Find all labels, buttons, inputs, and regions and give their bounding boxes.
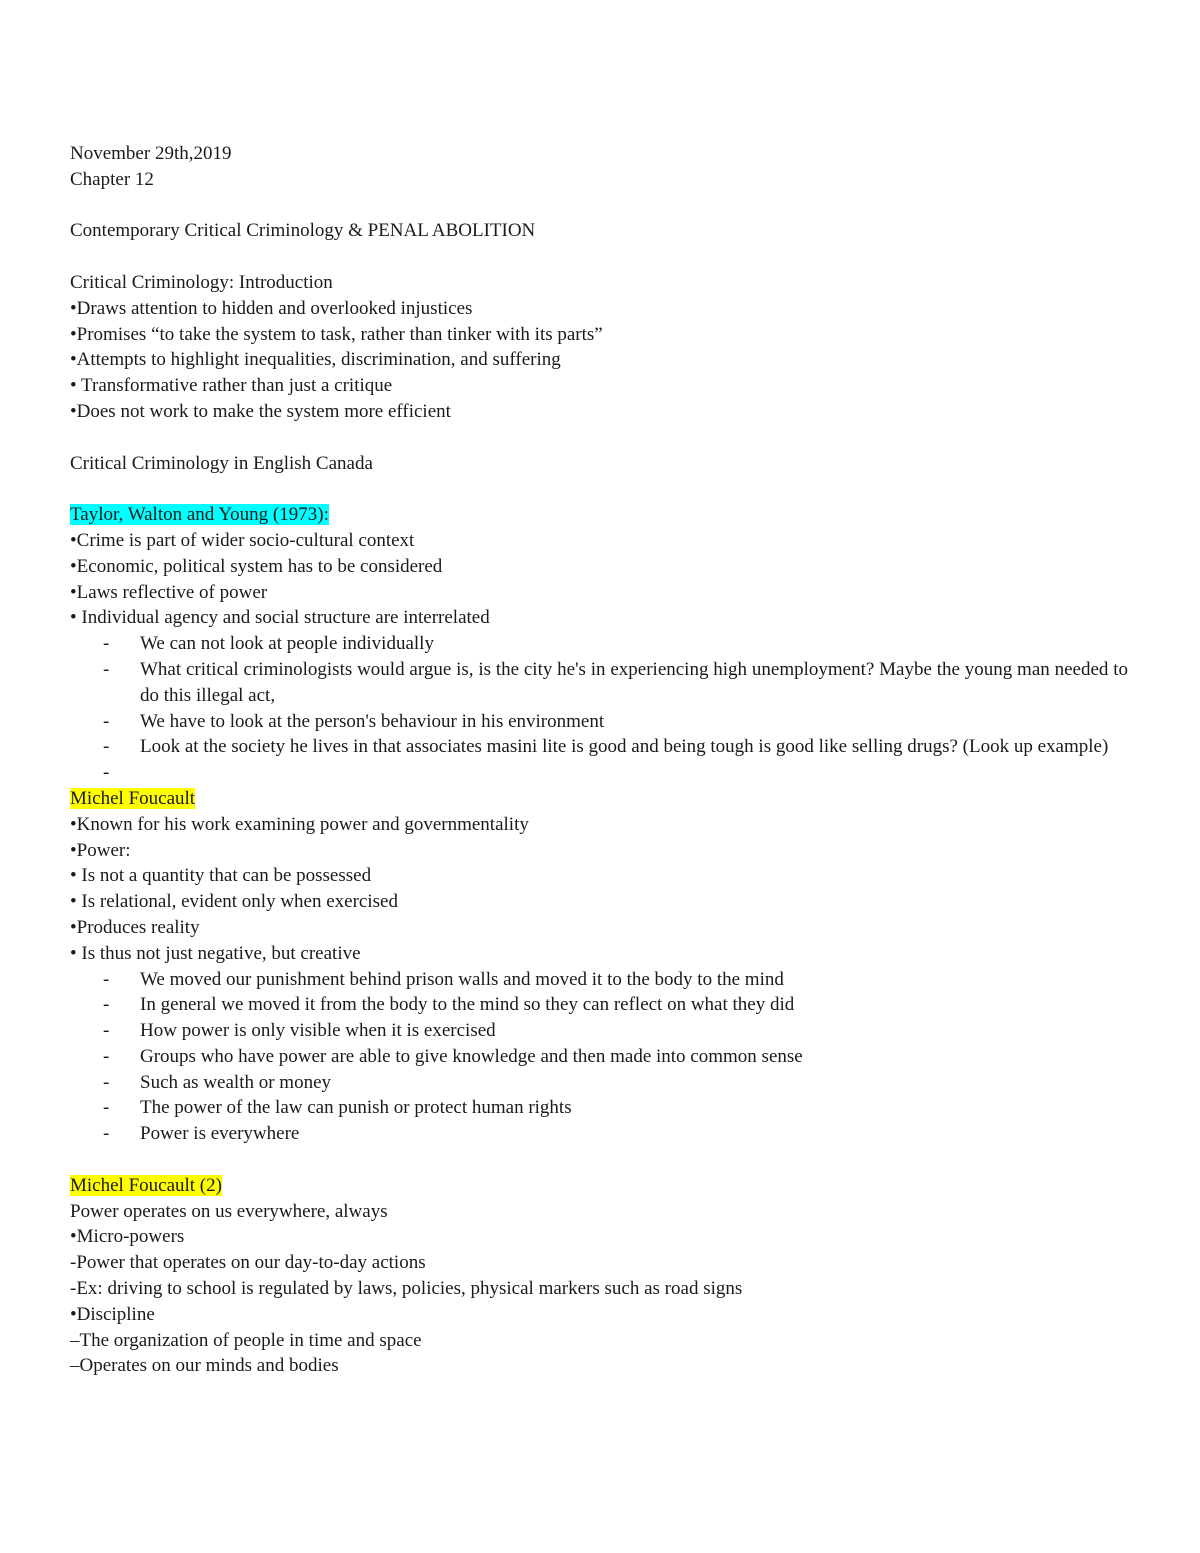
foucault-bullet: •Power: bbox=[70, 839, 131, 861]
spacer bbox=[70, 193, 1128, 219]
dash-marker: - bbox=[103, 633, 110, 655]
foucault-note-text: How power is only visible when it is exercised bbox=[140, 1020, 496, 1042]
foucault-note bbox=[70, 992, 1128, 1018]
foucault-bullet: •Known for his work examining power and governmentality bbox=[70, 813, 529, 835]
spacer bbox=[70, 244, 1128, 270]
foucault-note bbox=[70, 1095, 1128, 1121]
foucault2-heading-line bbox=[70, 1173, 1128, 1199]
dash-marker: - bbox=[103, 1097, 110, 1119]
taylor-note bbox=[70, 709, 1128, 735]
dash-marker: - bbox=[103, 710, 110, 732]
foucault-bullet: • Is relational, evident only when exercised bbox=[70, 891, 398, 913]
foucault-heading-line bbox=[70, 786, 1128, 812]
dash-marker: - bbox=[103, 968, 110, 990]
dash-marker: - bbox=[103, 1123, 110, 1145]
foucault-note-text: Such as wealth or money bbox=[140, 1071, 332, 1093]
foucault2-heading: Michel Foucault (2) bbox=[70, 1174, 222, 1196]
english-canada-heading: Critical Criminology in English Canada bbox=[70, 452, 373, 474]
dash-marker: - bbox=[103, 736, 110, 758]
taylor-note-text: Look at the society he lives in that associates masini lite is good and being tough is good like selling drugs? (Look up example) bbox=[140, 736, 1109, 758]
spacer bbox=[70, 476, 1128, 502]
foucault-note bbox=[70, 1070, 1128, 1096]
foucault2-line: -Ex: driving to school is regulated by laws, policies, physical markers such as road signs bbox=[70, 1278, 743, 1300]
taylor-note-text: We have to look at the person's behaviour in his environment bbox=[140, 710, 605, 732]
intro-bullet: •Draws attention to hidden and overlooked injustices bbox=[70, 297, 473, 319]
foucault-note bbox=[70, 967, 1128, 993]
foucault2-line: Power operates on us everywhere, always bbox=[70, 1200, 388, 1222]
intro-heading: Critical Criminology: Introduction bbox=[70, 271, 333, 293]
dash-marker: - bbox=[103, 762, 110, 784]
dash-marker: - bbox=[103, 1045, 110, 1067]
intro-bullet: • Transformative rather than just a critique bbox=[70, 375, 393, 397]
taylor-note-text bbox=[140, 760, 1128, 786]
spacer bbox=[70, 425, 1128, 451]
taylor-bullet: •Economic, political system has to be considered bbox=[70, 555, 443, 577]
foucault-note-text: We moved our punishment behind prison walls and moved it to the body to the mind bbox=[140, 968, 784, 990]
intro-bullet: •Attempts to highlight inequalities, discrimination, and suffering bbox=[70, 349, 561, 371]
foucault-note-text: Power is everywhere bbox=[140, 1123, 300, 1145]
dash-marker: - bbox=[103, 1071, 110, 1093]
foucault-note-text: In general we moved it from the body to the mind so they can reflect on what they did bbox=[140, 994, 795, 1016]
dash-marker: - bbox=[103, 1020, 110, 1042]
taylor-note bbox=[70, 760, 1128, 786]
foucault-heading: Michel Foucault bbox=[70, 787, 196, 809]
taylor-note bbox=[70, 631, 1128, 657]
taylor-heading: Taylor, Walton and Young (1973): bbox=[70, 504, 329, 526]
foucault-bullet: • Is not a quantity that can be possessed bbox=[70, 865, 372, 887]
dash-marker: - bbox=[103, 658, 110, 680]
foucault-bullet: • Is thus not just negative, but creative bbox=[70, 942, 361, 964]
taylor-note-text: We can not look at people individually bbox=[140, 633, 434, 655]
chapter-label: Chapter 12 bbox=[70, 168, 154, 190]
foucault2-line: -Power that operates on our day-to-day actions bbox=[70, 1252, 426, 1274]
foucault-note bbox=[70, 1121, 1128, 1147]
foucault2-line: –Operates on our minds and bodies bbox=[70, 1355, 339, 1377]
foucault2-line: •Micro-powers bbox=[70, 1226, 185, 1248]
document-date: November 29th,2019 bbox=[70, 143, 232, 164]
foucault2-line: •Discipline bbox=[70, 1303, 155, 1325]
taylor-heading-line bbox=[70, 502, 1128, 528]
document-title: Contemporary Critical Criminology & PENAL ABOLITION bbox=[70, 220, 536, 242]
foucault-note-text: The power of the law can punish or protect human rights bbox=[140, 1097, 572, 1119]
intro-bullet: •Does not work to make the system more efficient bbox=[70, 400, 451, 422]
taylor-note bbox=[70, 734, 1128, 760]
dash-marker: - bbox=[103, 994, 110, 1016]
spacer bbox=[70, 1147, 1128, 1173]
taylor-bullet: •Crime is part of wider socio-cultural context bbox=[70, 529, 415, 551]
foucault-bullet: •Produces reality bbox=[70, 916, 200, 938]
taylor-bullet: •Laws reflective of power bbox=[70, 581, 268, 603]
taylor-note-text: What critical criminologists would argue is, is the city he's in experiencing high unemployment? Maybe the young man needed to do this illegal act, bbox=[140, 658, 1128, 706]
intro-bullet: •Promises “to take the system to task, rather than tinker with its parts” bbox=[70, 323, 603, 345]
taylor-note bbox=[70, 657, 1128, 709]
foucault2-line: –The organization of people in time and space bbox=[70, 1329, 422, 1351]
document-page bbox=[70, 141, 1128, 1379]
taylor-bullet: • Individual agency and social structure are interrelated bbox=[70, 607, 490, 629]
foucault-note bbox=[70, 1044, 1128, 1070]
foucault-note-text: Groups who have power are able to give knowledge and then made into common sense bbox=[140, 1045, 803, 1067]
foucault-note bbox=[70, 1018, 1128, 1044]
